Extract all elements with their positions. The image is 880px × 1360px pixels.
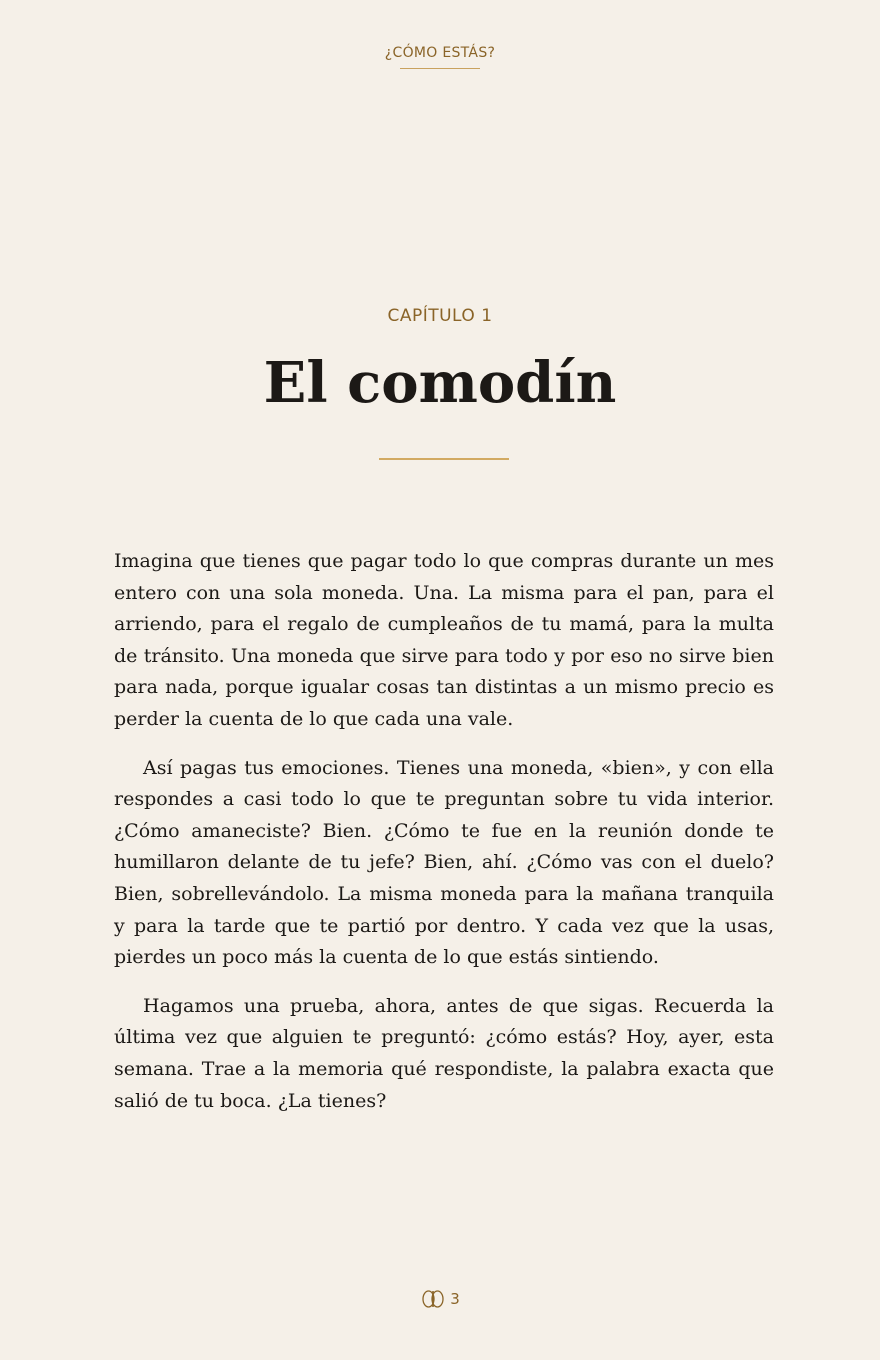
body-paragraph: Hagamos una prueba, ahora, antes de que sigas. Recuerda la última vez que alguien te preguntó: ¿cómo estás? Hoy, ayer, esta semana. Trae a la memoria qué respondiste, la palabra exacta que salió de tu boca. ¿La tienes? bbox=[114, 994, 774, 1112]
double-o-ornament-icon bbox=[420, 1288, 446, 1310]
running-header-title: ¿CÓMO ESTÁS? bbox=[384, 45, 496, 61]
body-paragraph: Así pagas tus emociones. Tienes una moneda, «bien», y con ella respondes a casi todo lo que te preguntan sobre tu vida interior. ¿Cómo amaneciste? Bien. ¿Cómo te fue en la reunión donde te humillaron delante de tu jefe? Bien, ahí. ¿Cómo vas con el duelo? Bien, sobrellevándolo. La misma moneda para la mañana tranquila y para la tarde que te partió por dentro. Y cada vez que la usas, pierdes un poco más la cuenta de lo que estás sintiendo. bbox=[114, 756, 774, 969]
page-footer bbox=[0, 1288, 880, 1310]
title-divider bbox=[379, 458, 509, 460]
chapter-label: CAPÍTULO 1 bbox=[387, 306, 493, 326]
page-number: 3 bbox=[450, 1290, 460, 1308]
body-paragraph: Imagina que tienes que pagar todo lo que compras durante un mes entero con una sola moneda. Una. La misma para el pan, para el arriendo, para el regalo de cumpleaños de tu mamá, para la multa de tránsito. Una moneda que sirve para todo y por eso no sirve bien para nada, porque igualar cosas tan distintas a un mismo precio es perder la cuenta de lo que cada una vale. bbox=[114, 550, 774, 730]
chapter-title: El comodín bbox=[263, 350, 617, 416]
chapter-body bbox=[114, 546, 774, 1134]
running-header-underline bbox=[400, 68, 480, 69]
